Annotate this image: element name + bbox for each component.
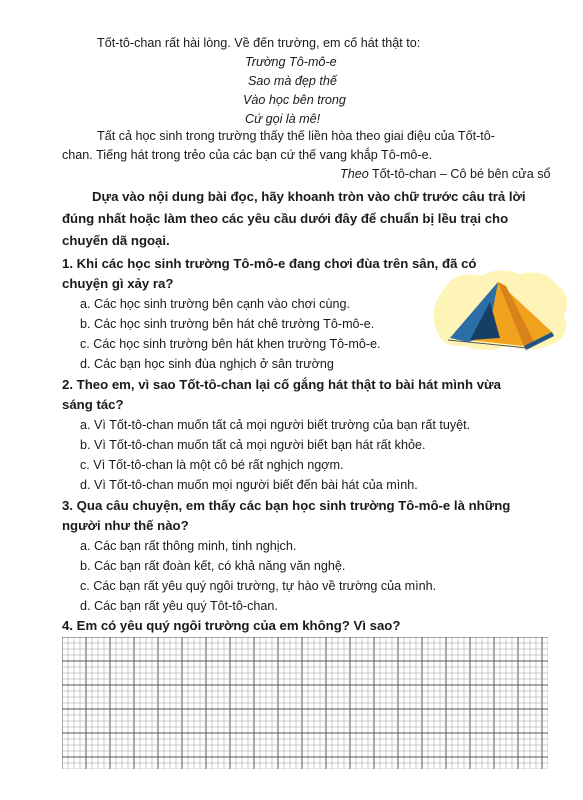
- question-3-line-2: người như thế nào?: [62, 518, 189, 533]
- camping-tent-icon: [428, 266, 573, 351]
- question-2-option-c: c. Vì Tốt-tô-chan là một cô bé rất nghịch ngợm.: [80, 458, 344, 472]
- instruction-line-2: đúng nhất hoặc làm theo các yêu cầu dưới đây để chuẩn bị lều trại cho: [62, 211, 509, 226]
- story-line-2a: Tất cả học sinh trong trường thấy thế liền hòa theo giai điệu của Tốt-tô-: [97, 129, 496, 143]
- poem-line-4: Cứ gọi là mê!: [245, 112, 321, 126]
- question-1-line-2: chuyện gì xảy ra?: [62, 276, 174, 291]
- poem-line-3: Vào học bên trong: [243, 93, 346, 107]
- question-1-option-c: c. Các học sinh trường bên hát khen trường Tô-mô-e.: [80, 337, 381, 351]
- question-3-option-d: d. Các bạn rất yêu quý Tôt-tô-chan.: [80, 599, 278, 613]
- question-2-line-1: 2. Theo em, vì sao Tốt-tô-chan lại cố gắng hát thật to bài hát mình vừa: [62, 377, 501, 392]
- story-line-2b: chan. Tiếng hát trong trẻo của các bạn cứ thế vang khắp Tô-mô-e.: [62, 148, 433, 162]
- answer-writing-grid[interactable]: [62, 637, 548, 769]
- question-3-option-b: b. Các bạn rất đoàn kết, có khả năng văn nghệ.: [80, 559, 346, 573]
- question-3-line-1: 3. Qua câu chuyện, em thấy các bạn học sinh trường Tô-mô-e là những: [62, 498, 511, 513]
- story-source-title: Tốt-tô-chan – Cô bé bên cửa sổ: [368, 167, 551, 181]
- story-source-prefix: Theo: [340, 167, 369, 181]
- question-3-option-a: a. Các bạn rất thông minh, tinh nghịch.: [80, 539, 297, 553]
- question-2-option-a: a. Vì Tốt-tô-chan muốn tất cả mọi người biết trường của bạn rất tuyệt.: [80, 418, 471, 432]
- question-1-option-a: a. Các học sinh trường bên cạnh vào chơi cùng.: [80, 297, 350, 311]
- question-3-option-c: c. Các bạn rất yêu quý ngôi trường, tự hào về trường của mình.: [80, 579, 437, 593]
- story-line-1: Tốt-tô-chan rất hài lòng. Về đến trường, em cố hát thật to:: [97, 36, 421, 50]
- instruction-line-3: chuyến dã ngoại.: [62, 233, 170, 248]
- question-1-line-1: 1. Khi các học sinh trường Tô-mô-e đang chơi đùa trên sân, đã có: [62, 256, 477, 271]
- instruction-line-1: Dựa vào nội dung bài đọc, hãy khoanh tròn vào chữ trước câu trả lời: [92, 189, 526, 204]
- question-1-option-b: b. Các học sinh trường bên hát chê trường Tô-mô-e.: [80, 317, 375, 331]
- poem-line-2: Sao mà đẹp thế: [248, 74, 337, 88]
- question-1-option-d: d. Các bạn học sinh đùa nghịch ở sân trường: [80, 357, 334, 371]
- question-2-option-b: b. Vì Tốt-tô-chan muốn tất cả mọi người biết bạn hát rất khỏe.: [80, 438, 426, 452]
- story-source: [340, 167, 551, 181]
- poem-line-1: Trường Tô-mô-e: [245, 55, 337, 69]
- question-4-line-1: 4. Em có yêu quý ngôi trường của em không? Vì sao?: [62, 618, 401, 633]
- question-2-option-d: d. Vì Tốt-tô-chan muốn mọi người biết đến bài hát của mình.: [80, 478, 418, 492]
- question-2-line-2: sáng tác?: [62, 397, 124, 412]
